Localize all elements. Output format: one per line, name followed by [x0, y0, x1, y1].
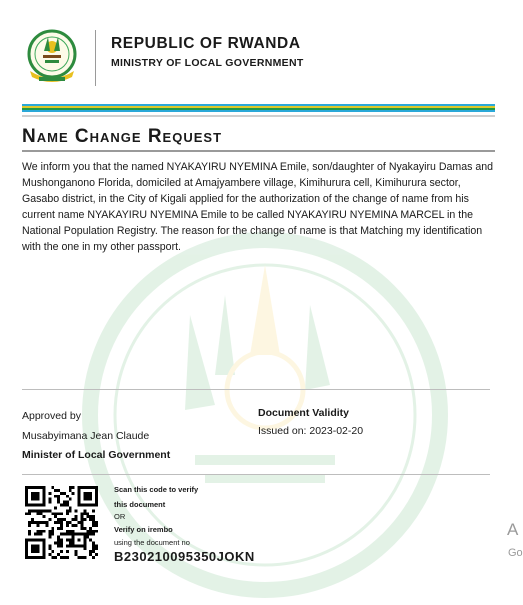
document-number: B230210095350JOKN [114, 549, 255, 564]
approved-by-label: Approved by [22, 410, 81, 422]
header-rule [22, 115, 495, 117]
rwanda-coat-of-arms-logo [26, 27, 78, 85]
qr-code [25, 486, 98, 559]
country-name: REPUBLIC OF RWANDA [111, 35, 301, 52]
edge-text: A [507, 520, 519, 539]
header-divider [95, 30, 96, 86]
approver-name: Musabyimana Jean Claude [22, 430, 150, 442]
verify-or: OR [114, 512, 126, 521]
signature-divider [22, 389, 490, 390]
title-underline [22, 150, 495, 152]
edge-text: Go [508, 547, 523, 559]
document-body: We inform you that the named NYAKAYIRU NYEMINA Emile, son/daughter of Nyakayiru Damas and Mushonganono Florida, domiciled at Amajyambere village, Kimihurura cell, Kimihurura sector, Gasabo district, in the City of Kigali applied for the authorization of the change of name from his current name NYAKAYIRU NYEMINA Emile to be called NYAKAYIRU NYEMINA MARCEL in the National Population Registry. The reason for the change of name is that Matching my identification with the one in my other passport. [22, 161, 494, 253]
flag-stripes [22, 104, 495, 112]
verify-instruction-line: Scan this code to verify [114, 485, 199, 494]
issued-on-date: Issued on: 2023-02-20 [258, 425, 364, 437]
verify-instruction-line: this document [114, 500, 166, 509]
footer-divider [22, 474, 490, 475]
validity-heading: Document Validity [258, 407, 350, 419]
verify-irembo-line: Verify on irembo [114, 525, 173, 534]
ministry-name: MINISTRY OF LOCAL GOVERNMENT [111, 57, 304, 69]
document-title: Name Change Request [22, 126, 223, 147]
verify-docno-label: using the document no [114, 538, 190, 547]
approver-title: Minister of Local Government [22, 449, 171, 461]
